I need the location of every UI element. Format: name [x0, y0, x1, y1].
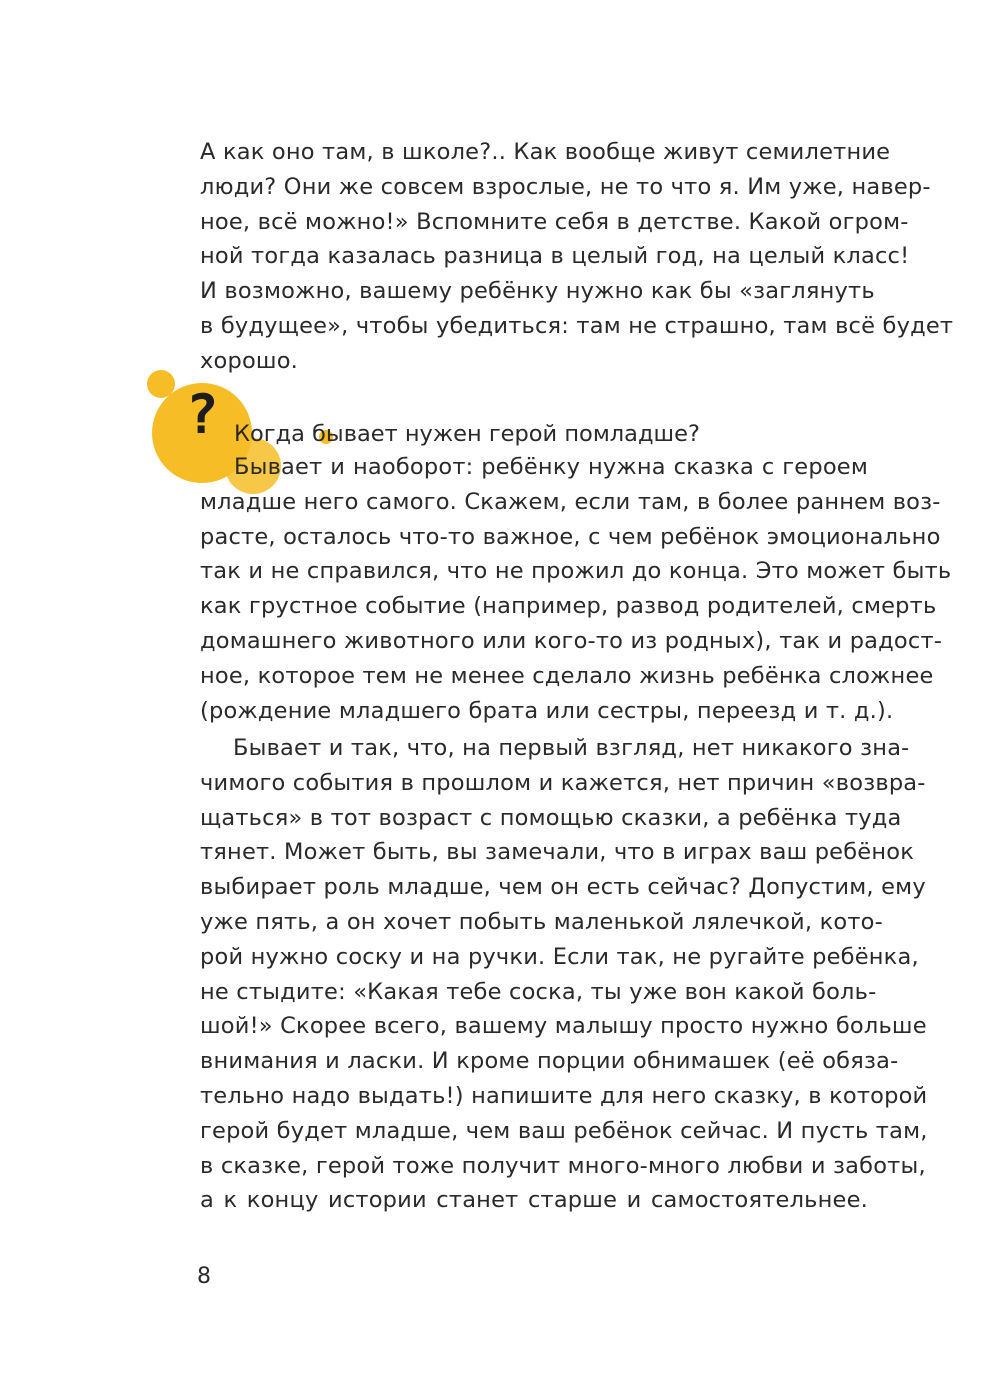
text-line: люди? Они же совсем взрослые, не то что я. Им уже, навер- — [200, 173, 931, 200]
text-line: выбирает роль младше, чем он есть сейчас? Допустим, ему — [200, 874, 926, 901]
text-line: шой!» Скорее всего, вашему малышу просто нужно больше — [200, 1013, 927, 1040]
text-line: ное, которое тем не менее сделало жизнь ребёнка сложнее — [200, 662, 934, 689]
text-line: Бывает и так, что, на первый взгляд, нет никакого зна- — [233, 735, 910, 761]
text-line: И возможно, вашему ребёнку нужно как бы «заглянуть — [200, 278, 875, 305]
text-line: расте, осталось что-то важное, с чем ребёнок эмоционально — [200, 523, 941, 550]
text-line: рой нужно соску и на ручки. Если так, не ругайте ребёнка, — [200, 943, 919, 970]
text-line: Бывает и наоборот: ребёнку нужна сказка с героем — [234, 454, 868, 480]
text-line: хорошо. — [200, 347, 299, 374]
text-line: внимания и ласки. И кроме порции обнимашек (её обяза- — [200, 1048, 899, 1075]
text-line: в будущее», чтобы убедиться: там не страшно, там всё будет — [200, 312, 954, 339]
text-line: не стыдите: «Какая тебе соска, ты уже вон какой боль- — [200, 978, 877, 1005]
text-line: чимого события в прошлом и кажется, нет причин «возвра- — [200, 769, 926, 796]
paragraph-answer — [200, 450, 952, 728]
text-line: в сказке, герой тоже получит много-много любви и заботы, — [200, 1152, 926, 1179]
text-line: тельно надо выдать!) напишите для него сказку, в которой — [200, 1082, 928, 1109]
text-line: так и не справился, что не прожил до конца. Это может быть — [200, 558, 952, 585]
page-number: 8 — [197, 1264, 211, 1289]
text-line: домашнего животного или кого-то из родных), так и радост- — [200, 627, 943, 654]
text-line: щаться» в тот возраст с помощью сказки, а ребёнка туда — [200, 804, 902, 831]
text-line: младше него самого. Скажем, если там, в более раннем воз- — [200, 488, 941, 515]
paragraph-second — [200, 731, 928, 1218]
text-line: герой будет младше, чем ваш ребёнок сейчас. И пусть там, — [200, 1117, 928, 1144]
text-line: ное, всё можно!» Вспомните себя в детстве. Какой огром- — [200, 208, 909, 235]
text-line: (рождение младшего брата или сестры, переезд и т. д.). — [200, 697, 894, 724]
question-heading: Когда бывает нужен герой помладше? — [234, 421, 700, 447]
text-line: уже пять, а он хочет побыть маленькой лялечкой, кото- — [200, 908, 883, 935]
text-line: а к концу истории станет старше и самостоятельнее. — [200, 1187, 868, 1214]
question-mark-icon: ? — [186, 383, 219, 446]
text-line: ной тогда казалась разница в целый год, на целый класс! — [200, 243, 910, 270]
text-line: тянет. Может быть, вы замечали, что в играх ваш ребёнок — [200, 839, 915, 866]
text-line: как грустное событие (например, развод родителей, смерть — [200, 593, 937, 620]
text-line: А как оно там, в школе?.. Как вообще живут семилетние — [200, 139, 891, 165]
paragraph-intro — [200, 135, 954, 379]
